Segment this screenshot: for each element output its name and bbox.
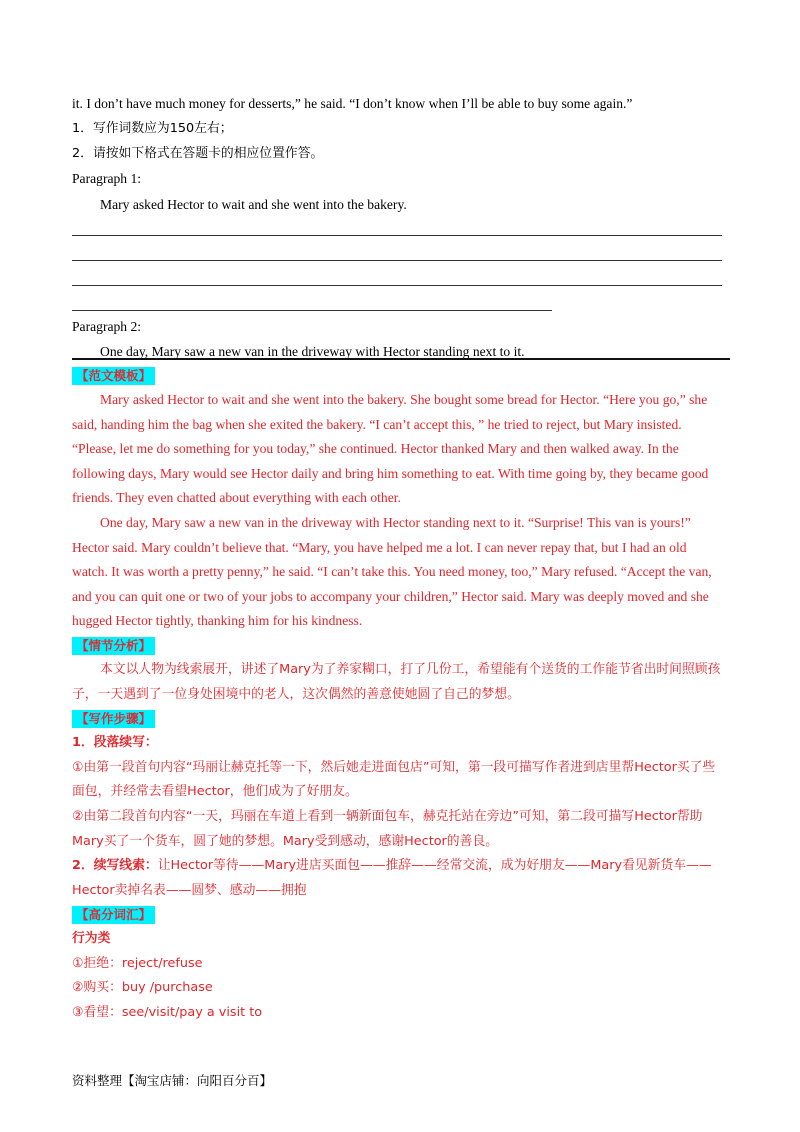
paragraph-2-label: Paragraph 2:	[72, 319, 142, 334]
model-tag: 【范文模板】	[72, 367, 155, 385]
step-1-title: 1．段落续写：	[72, 735, 158, 751]
step-1a: ①由第一段首句内容“玛丽让赫克托等一下，然后她走进面包店”可知，第一段可描写作者进到店里帮Hector买了些面包，并经常去看望Hector，他们成为了好朋友。	[72, 759, 716, 800]
steps-tag: 【写作步骤】	[72, 710, 155, 728]
step-2	[72, 854, 722, 903]
step-2-text: 让Hector等待——Mary进店买面包——推辞——经常交流，成为好朋友——Mary看见新货车——Hector卖掉名表——圆梦、感动——拥抱	[72, 858, 712, 898]
plot-analysis	[72, 658, 722, 707]
continued-sentence: it. I don’t have much money for desserts,” he said. “I don’t know when I’ll be able to buy some again.”	[72, 96, 633, 111]
answer-line	[72, 260, 722, 261]
step-2-label: 2．续写线索：	[72, 858, 158, 874]
requirement-2: 2．请按如下格式在答题卡的相应位置作答。	[72, 146, 324, 161]
vocab-item: ②购买：buy /purchase	[72, 980, 213, 996]
page-footer: 资料整理【淘宝店铺：向阳百分百】	[72, 1073, 273, 1088]
vocab-tag: 【高分词汇】	[72, 906, 155, 924]
answer-line	[72, 285, 722, 286]
answer-line	[72, 235, 722, 236]
vocab-category: 行为类	[72, 931, 111, 947]
paragraph-1-start: Mary asked Hector to wait and she went into the bakery.	[100, 197, 407, 212]
requirement-1: 1．写作词数应为150左右；	[72, 121, 233, 136]
vocab-list	[72, 927, 722, 1025]
model-paragraph-2: One day, Mary saw a new van in the driveway with Hector standing next to it. “Surprise! This van is yours!” Hector said. Mary couldn’t believe that. “Mary, you have helped me a lot. I can never repay that, but I had an old watch. It was worth a pretty penny,” he said. “I can’t take this. You need money, too,” Mary refused. “Accept the van, and you can quit one or two of your jobs to accompany your children,” Hector said. Mary was deeply moved and she hugged Hector tightly, thanking him for his kindness.	[72, 514, 712, 629]
model-section	[72, 364, 722, 1026]
section-divider	[72, 358, 730, 360]
writing-steps	[72, 731, 722, 903]
answer-line	[72, 310, 552, 311]
model-essay	[72, 388, 722, 634]
plot-text: 本文以人物为线索展开，讲述了Mary为了养家糊口，打了几份工，希望能有个送货的工作能节省出时间照顾孩子，一天遇到了一位身处困境中的老人，这次偶然的善意使她圆了自己的梦想。	[72, 661, 721, 702]
step-1b: ②由第二段首句内容“一天，玛丽在车道上看到一辆新面包车，赫克托站在旁边”可知，第二段可描写Hector帮助Mary买了一个货车，圆了她的梦想。Mary受到感动，感谢Hector的善良。	[72, 808, 703, 849]
vocab-item: ①拒绝：reject/refuse	[72, 955, 203, 971]
vocab-item: ③看望：see/visit/pay a visit to	[72, 1005, 263, 1021]
paragraph-1-label: Paragraph 1:	[72, 171, 142, 186]
paragraph-2-start: One day, Mary saw a new van in the driveway with Hector standing next to it.	[100, 344, 525, 359]
model-paragraph-1: Mary asked Hector to wait and she went into the bakery. She bought some bread for Hector. “Here you go,” she said, handing him the bag when she exited the bakery. “I can’t accept this, ” he tried to reject, but Mary insisted. “Please, let me do something for you today,” she continued. Hector thanked Mary and then walked away. In the following days, Mary would see Hector daily and bring him something to eat. With time going by, they became good friends. They even chatted about everything with each other.	[72, 392, 709, 506]
plot-tag: 【情节分析】	[72, 637, 155, 655]
